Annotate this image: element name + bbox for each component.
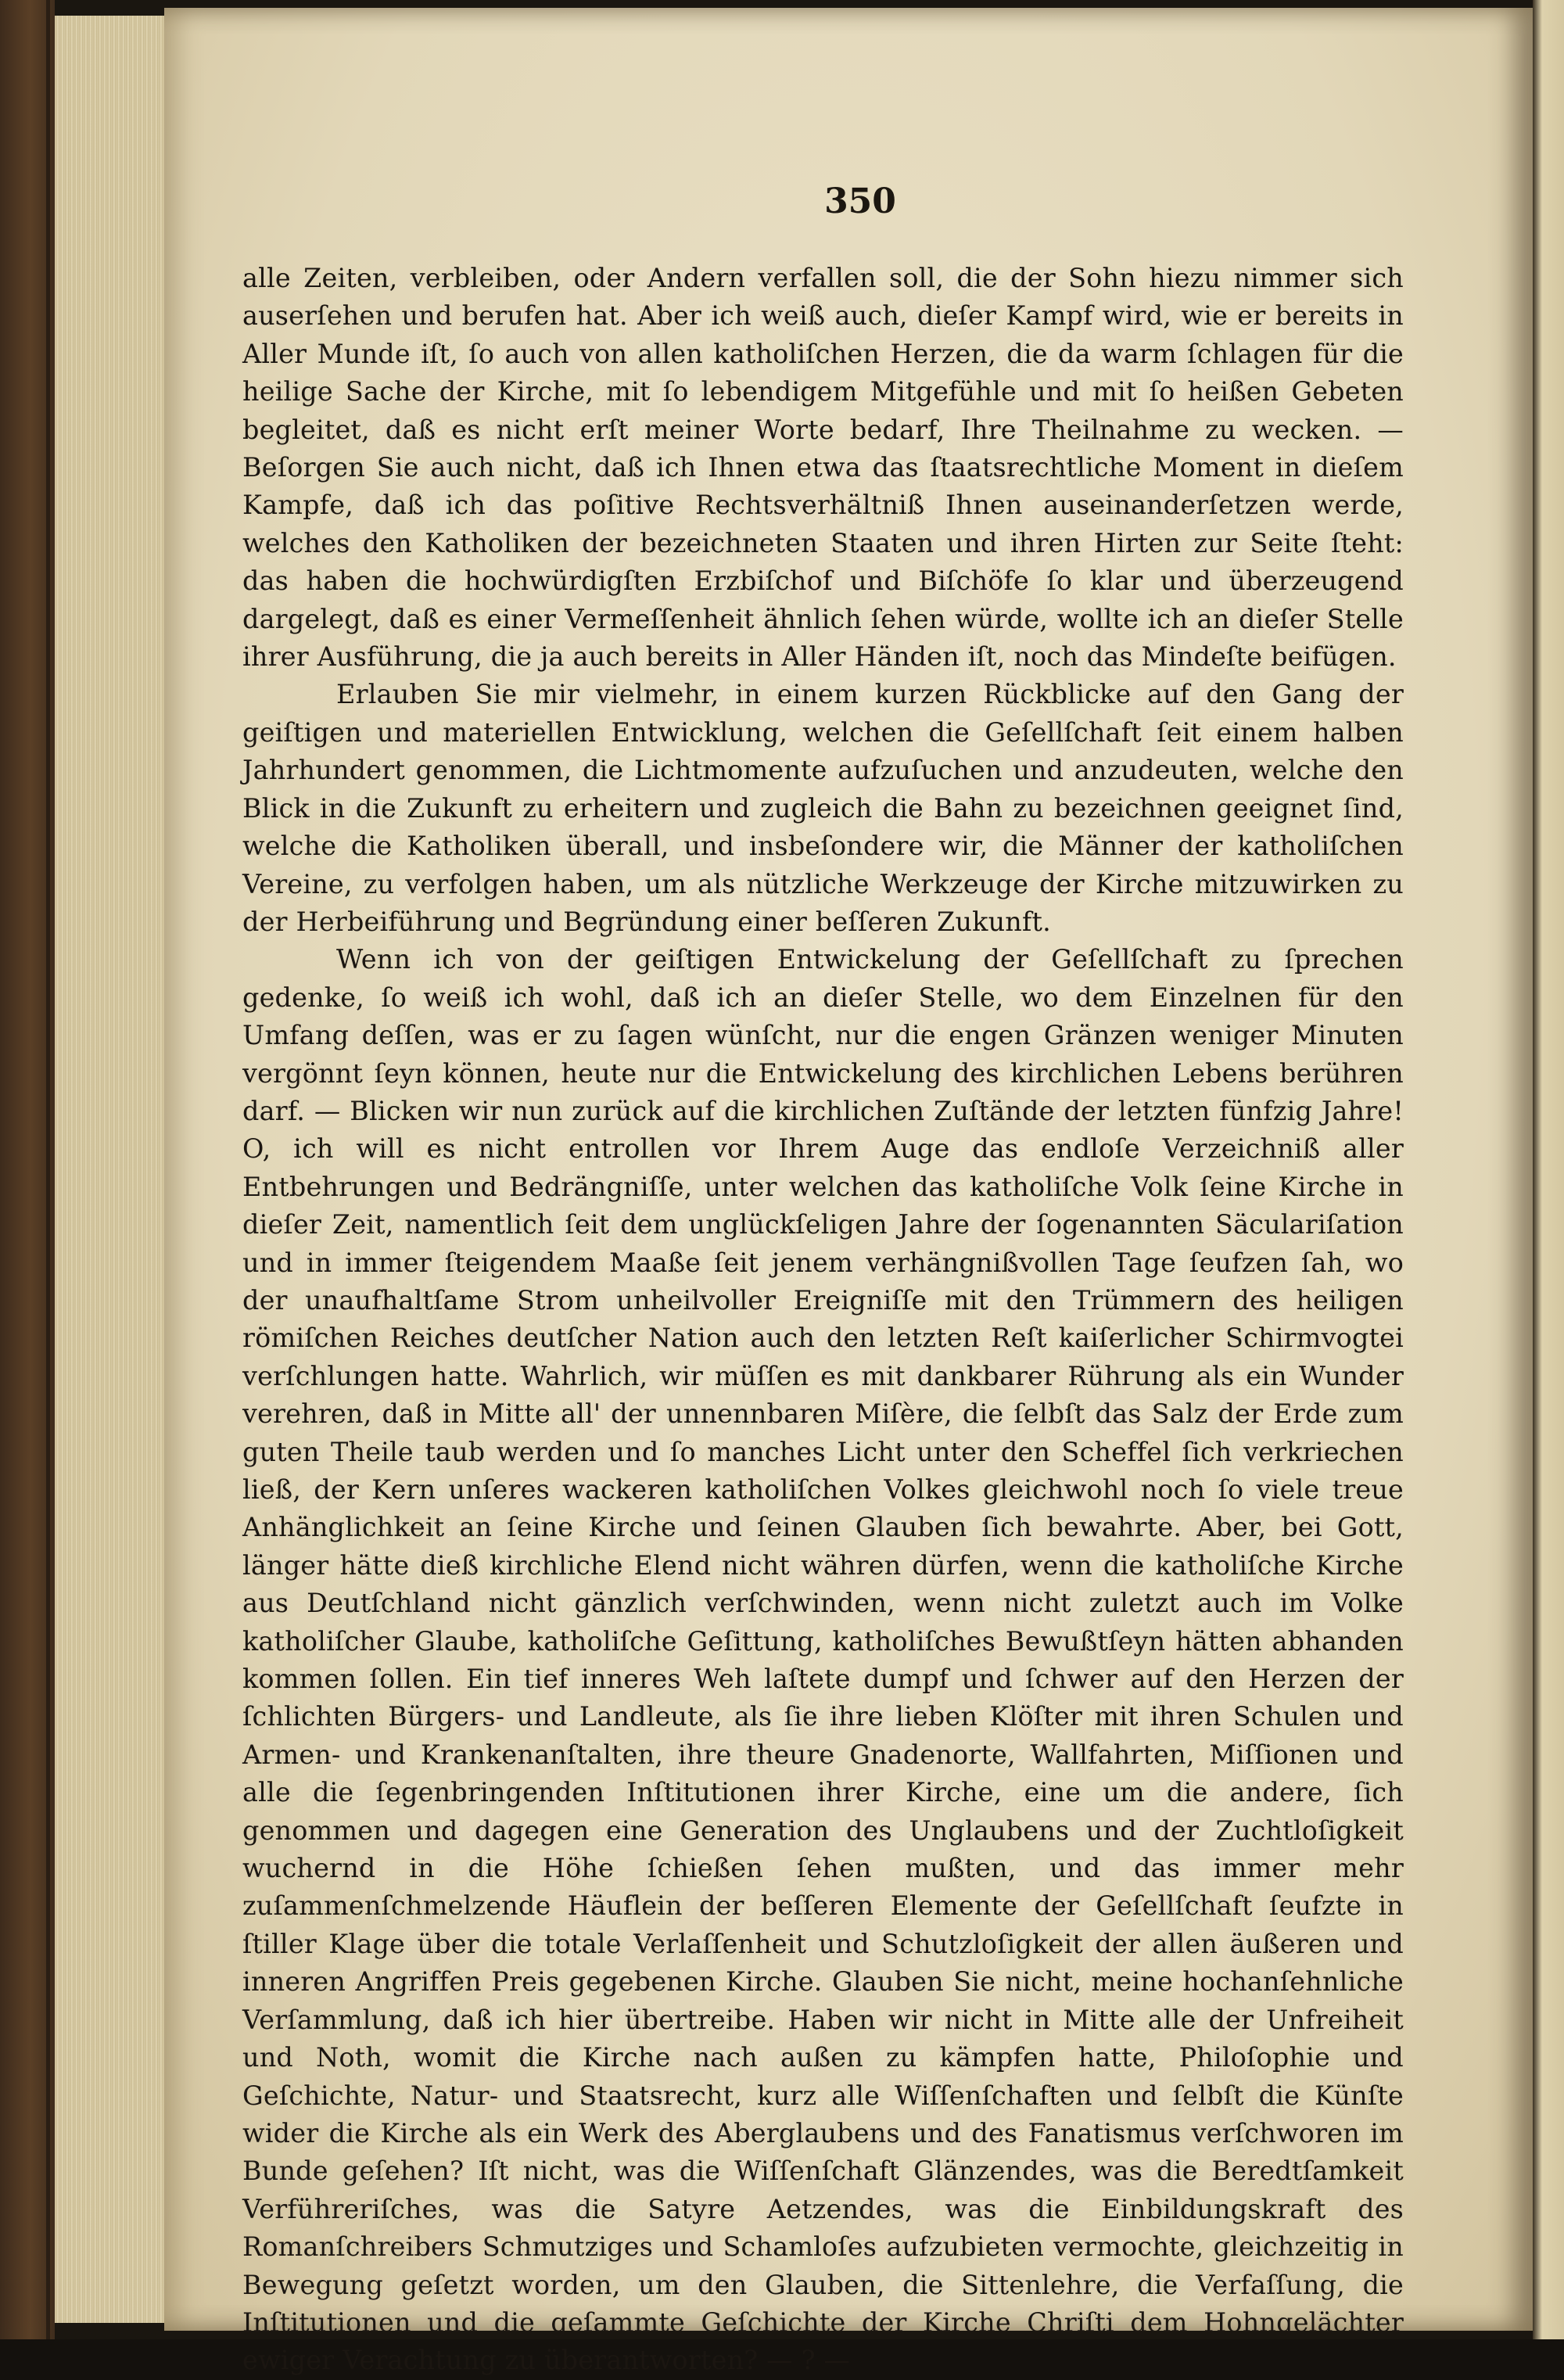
page-stack-edge: [55, 16, 167, 2323]
page-number: 350: [824, 181, 896, 221]
body-text: [242, 260, 1404, 2380]
book-cover-edge: [0, 0, 55, 2339]
paragraph: alle Zeiten, verbleiben, oder Andern verfallen soll, die der Sohn hiezu nimmer sich auserſehen und berufen hat. Aber ich weiß auch, dieſer Kampf wird, wie er bereits in Aller Munde iſt, ſo auch von allen katholiſchen Herzen, die da warm ſchlagen für die heilige Sache der Kirche, mit ſo lebendigem Mitgefühle und mit ſo heißen Gebeten begleitet, daß es nicht erſt meiner Worte bedarf, Ihre Theilnahme zu wecken. — Beſorgen Sie auch nicht, daß ich Ihnen etwa das ſtaatsrechtliche Moment in dieſem Kampfe, daß ich das poſitive Rechtsverhältniß Ihnen auseinanderſetzen werde, welches den Katholiken der bezeichneten Staaten und ihren Hirten zur Seite ſteht: das haben die hochwürdigſten Erzbiſchof und Biſchöfe ſo klar und überzeugend dargelegt, daß es einer Vermeſſenheit ähnlich ſehen würde, wollte ich an dieſer Stelle ihrer Ausführung, die ja auch bereits in Aller Händen iſt, noch das Mindeſte beifügen.: [242, 263, 1404, 673]
next-page-edge: [1533, 0, 1564, 2339]
paragraph: Wenn ich von der geiſtigen Entwickelung der Geſellſchaft zu ſprechen gedenke, ſo weiß ich wohl, daß ich an dieſer Stelle, wo dem Einzelnen für den Umfang deſſen, was er zu ſagen wünſcht, nur die engen Gränzen weniger Minuten vergönnt ſeyn können, heute nur die Entwickelung des kirchlichen Lebens berühren darf. — Blicken wir nun zurück auf die kirchlichen Zuſtände der letzten fünfzig Jahre! O, ich will es nicht entrollen vor Ihrem Auge das endloſe Verzeichniß aller Entbehrungen und Bedrängniſſe, unter welchen das katholiſche Volk ſeine Kirche in dieſer Zeit, namentlich ſeit dem unglückſeligen Jahre der ſogenannten Säculariſation und in immer ſteigendem Maaße ſeit jenem verhängnißvollen Tage ſeufzen ſah, wo der unaufhaltſame Strom unheilvoller Ereigniſſe mit den Trümmern des heiligen römiſchen Reiches deutſcher Nation auch den letzten Reſt kaiſerlicher Schirmvogtei verſchlungen hatte. Wahrlich, wir müſſen es mit dankbarer Rührung als ein Wunder verehren, daß in Mitte all' der unnennbaren Miſère, die ſelbſt das Salz der Erde zum guten Theile taub werden und ſo manches Licht unter den Scheffel ſich verkriechen ließ, der Kern unſeres wackeren katholiſchen Volkes gleichwohl noch ſo viele treue Anhänglichkeit an ſeine Kirche und ſeinen Glauben ſich bewahrte. Aber, bei Gott, länger hätte dieß kirchliche Elend nicht währen dürfen, wenn die katholiſche Kirche aus Deutſchland nicht gänzlich verſchwinden, wenn nicht zuletzt auch im Volke katholiſcher Glaube, katholiſche Geſittung, katholiſches Bewußtſeyn hätten abhanden kommen ſollen. Ein tief inneres Weh laſtete dumpf und ſchwer auf den Herzen der ſchlichten Bürgers- und Landleute, als ſie ihre lieben Klöſter mit ihren Schulen und Armen- und Krankenanſtalten, ihre theure Gnadenorte, Wallfahrten, Miſſionen und alle die ſegenbringenden Inſtitutionen ihrer Kirche, eine um die andere, ſich genommen und dagegen eine Generation des Unglaubens und der Zuchtloſigkeit wuchernd in die Höhe ſchießen ſehen mußten, und das immer mehr zuſammenſchmelzende Häuflein der beſſeren Elemente der Geſellſchaft ſeufzte in ſtiller Klage über die totale Verlaſſenheit und Schutzloſigkeit der allen äußeren und inneren Angriffen Preis gegebenen Kirche. Glauben Sie nicht, meine hochanſehnliche Verſammlung, daß ich hier übertreibe. Haben wir nicht in Mitte alle der Unfreiheit und Noth, womit die Kirche nach außen zu kämpfen hatte, Philoſophie und Geſchichte, Natur- und Staatsrecht, kurz alle Wiſſenſchaften und ſelbſt die Künſte wider die Kirche als ein Werk des Aberglaubens und des Fanatismus verſchworen im Bunde geſehen? Iſt nicht, was die Wiſſenſchaft Glänzendes, was die Beredtſamkeit Verführeriſches, was die Satyre Aetzendes, was die Einbildungskraft des Romanſchreibers Schmutziges und Schamloſes aufzubieten vermochte, gleichzeitig in Bewegung geſetzt worden, um den Glauben, die Sittenlehre, die Verfaſſung, die Inſtitutionen und die geſammte Geſchichte der Kirche Chriſti dem Hohngelächter ewiger Verachtung zu überantworten? — ? —: [242, 944, 1404, 2376]
paragraph: Erlauben Sie mir vielmehr, in einem kurzen Rückblicke auf den Gang der geiſtigen und materiellen Entwicklung, welchen die Geſellſchaft ſeit einem halben Jahrhundert genommen, die Lichtmomente aufzuſuchen und anzudeuten, welche den Blick in die Zukunft zu erheitern und zugleich die Bahn zu bezeichnen geeignet ſind, welche die Katholiken überall, und insbeſondere wir, die Männer der katholiſchen Vereine, zu verfolgen haben, um als nützliche Werkzeuge der Kirche mitzuwirken zu der Herbeiführung und Begründung einer beſſeren Zukunft.: [242, 679, 1404, 937]
